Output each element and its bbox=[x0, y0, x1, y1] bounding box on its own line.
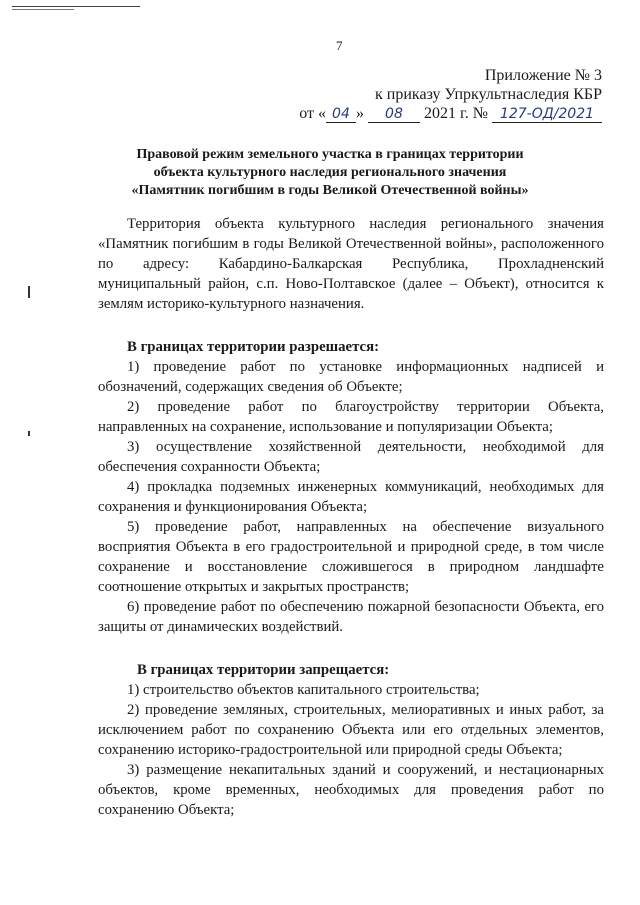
margin-mark bbox=[28, 431, 30, 436]
intro-paragraph: Территория объекта культурного наследия регионального значения «Памятник погибшим в годы Великой Отечественной войны», расположенного по адресу: Кабардино-Балкарская Республика, Прохладненский муниципальный район, с.п. Ново-Полтавское (далее – Объект), относится к землям историко-культурного назначения. bbox=[98, 216, 604, 312]
margin-mark bbox=[28, 286, 30, 298]
list-item: 5) проведение работ, направленных на обеспечение визуального восприятия Объекта в его градостроительной и природной среде, в том числе сохранение и восстановление сложившегося в природном ландшафте соотношение открытых и закрытых пространств; bbox=[98, 519, 604, 595]
document-body bbox=[98, 214, 604, 820]
title-line: Правовой режим земельного участка в границах территории bbox=[136, 147, 524, 162]
forbidden-heading: В границах территории запрещается: bbox=[137, 662, 390, 678]
scan-artifact-line bbox=[12, 9, 74, 10]
appendix-line: к приказу Упркультнаследия КБР bbox=[375, 86, 602, 103]
list-item: 4) прокладка подземных инженерных коммуникаций, необходимых для сохранения и функционирования Объекта; bbox=[98, 479, 604, 515]
list-item: 1) строительство объектов капитального строительства; bbox=[127, 682, 480, 698]
allowed-heading: В границах территории разрешается: bbox=[127, 339, 380, 355]
document-title bbox=[80, 146, 580, 200]
appendix-line: Приложение № 3 bbox=[484, 67, 602, 84]
handwritten-day: 04 bbox=[326, 107, 356, 123]
list-item: 2) проведение земляных, строительных, мелиоративных и иных работ, за исключением работ по сохранению Объекта или его отдельных элементов, сохранению историко-градостроительной или природной среды Объекта; bbox=[98, 702, 604, 758]
order-year: 2021 г. № bbox=[423, 105, 488, 122]
handwritten-month: 08 bbox=[368, 107, 420, 123]
list-item: 3) осуществление хозяйственной деятельности, необходимой для обеспечения сохранности Объекта; bbox=[98, 439, 604, 475]
order-date-line bbox=[299, 104, 602, 123]
quote-close: » bbox=[355, 105, 364, 122]
page-number: 7 bbox=[336, 38, 343, 53]
handwritten-order-number: 127-ОД/2021 bbox=[492, 107, 602, 123]
title-line: «Памятник погибшим в годы Великой Отечественной войны» bbox=[131, 183, 529, 198]
list-item: 6) проведение работ по обеспечению пожарной безопасности Объекта, его защиты от динамических воздействий. bbox=[98, 599, 604, 635]
list-item: 2) проведение работ по благоустройству территории Объекта, направленных на сохранение, использование и популяризации Объекта; bbox=[98, 399, 604, 435]
quote-open: « bbox=[317, 105, 326, 122]
order-prefix: от bbox=[299, 105, 314, 122]
appendix-header bbox=[299, 66, 602, 123]
title-line: объекта культурного наследия регионального значения bbox=[153, 165, 507, 180]
list-item: 3) размещение некапитальных зданий и сооружений, и нестационарных объектов, кроме временных, необходимых для проведения работ по сохранению Объекта; bbox=[98, 762, 604, 818]
list-item: 1) проведение работ по установке информационных надписей и обозначений, содержащих сведения об Объекте; bbox=[98, 359, 604, 395]
scan-artifact-line bbox=[12, 6, 140, 7]
